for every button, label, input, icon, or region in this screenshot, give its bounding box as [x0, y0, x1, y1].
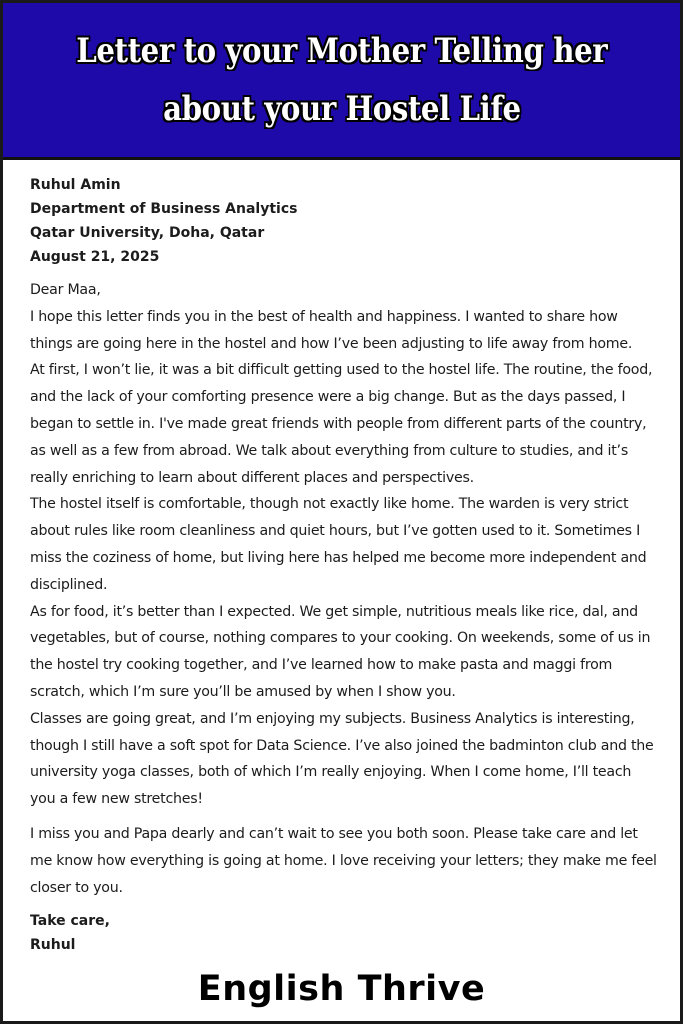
paragraph-food: As for food, it’s better than I expected. We get simple, nutritious meals like rice, dal, and vegetables, but of course, nothing compares to your cooking. On weekends, some of us in the hostel try cooking together, and I’ve learned how to make pasta and maggi from scratch, which I’m sure you’ll be amused by when I show you.	[30, 603, 651, 700]
page-title-line-2: about your Hostel Life	[162, 89, 521, 129]
title-banner	[3, 3, 680, 160]
sender-department: Department of Business Analytics	[30, 201, 298, 217]
paragraph-hostel: The hostel itself is comfortable, though not exactly like home. The warden is very strict about rules like room cleanliness and quiet hours, but I’ve gotten used to it. Sometimes I miss the coziness of home, but living here has helped me become more independent and disciplined.	[30, 496, 647, 593]
greeting: Dear Maa,	[30, 282, 101, 298]
paragraph-intro: I hope this letter finds you in the best of health and happiness. I wanted to share how things are going here in the hostel and how I’ve been adjusting to life away from home.	[30, 308, 633, 352]
closing-block	[30, 909, 658, 957]
page-title-line-1: Letter to your Mother Telling her	[75, 31, 607, 71]
letter-date: August 21, 2025	[30, 249, 160, 265]
sender-address: Qatar University, Doha, Qatar	[30, 225, 265, 241]
paragraph-adjusting: At first, I won’t lie, it was a bit difficult getting used to the hostel life. The routine, the food, and the lack of your comforting presence were a big change. But as the days passed, I began to settle in. I've made great friends with people from different parts of the country, as well as a few from abroad. We talk about everything from culture to studies, and it’s really enriching to learn about different places and perspectives.	[30, 362, 653, 486]
signature: Ruhul	[30, 937, 76, 954]
closing-phrase: Take care,	[30, 913, 110, 930]
sender-block	[30, 173, 658, 269]
paragraph-classes: Classes are going great, and I’m enjoying my subjects. Business Analytics is interesting, though I still have a soft spot for Data Science. I’ve also joined the badminton club and the university yoga classes, both of which I’m really enjoying. When I come home, I’ll teach you a few new stretches!	[30, 710, 654, 808]
brand-watermark: English Thrive	[197, 969, 486, 1009]
sender-name: Ruhul Amin	[30, 177, 121, 193]
letter-body	[30, 173, 658, 957]
paragraph-miss-you: I miss you and Papa dearly and can’t wait to see you both soon. Please take care and let me know how everything is going at home. I love receiving your letters; they make me feel closer to you.	[30, 825, 657, 896]
